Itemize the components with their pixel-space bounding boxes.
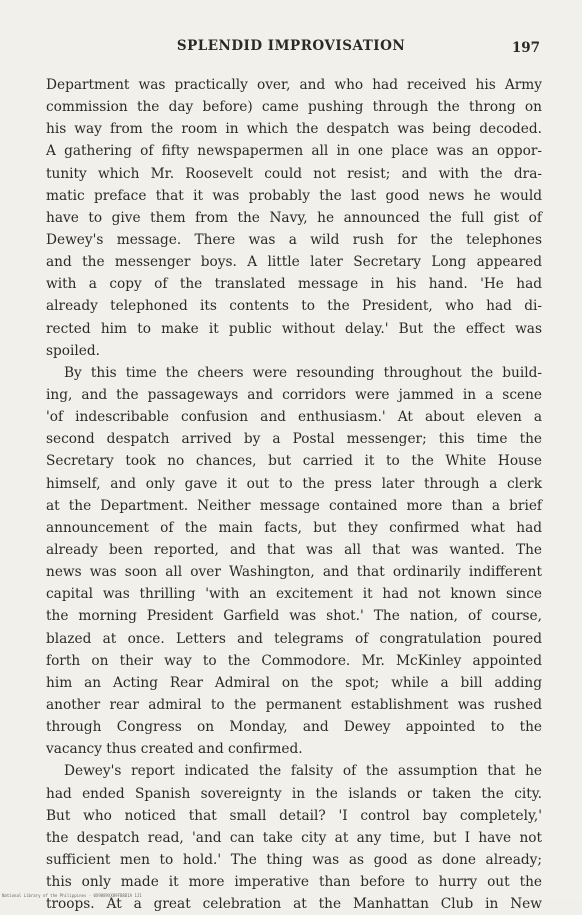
text-line: at the Department. Neither message contained more than a brief bbox=[46, 497, 542, 514]
text-line: sufficient men to hold.' The thing was as good as done already; bbox=[46, 851, 542, 868]
text-line: ing, and the passageways and corridors were jammed in a scene bbox=[46, 386, 542, 403]
text-line: with a copy of the translated message in his hand. 'He had bbox=[46, 276, 542, 293]
text-line: forth on their way to the Commodore. Mr. McKinley appointed bbox=[46, 652, 542, 669]
text-line: through Congress on Monday, and Dewey appointed to the bbox=[46, 719, 542, 736]
text-line: the despatch read, 'and can take city at any time, but I have not bbox=[46, 829, 542, 846]
text-line: matic preface that it was probably the last good news he would bbox=[46, 187, 542, 204]
running-head bbox=[0, 38, 582, 60]
text-line: rected him to make it public without delay.' But the effect was bbox=[46, 320, 542, 337]
text-line: Department was practically over, and who had received his Army bbox=[46, 77, 542, 93]
text-line: already been reported, and that was all that was wanted. The bbox=[46, 541, 542, 558]
library-stamp: National Library of the Philippines · 0X9889XX09FB8D1A 1J1 bbox=[2, 893, 142, 898]
text-line: By this time the cheers were resounding throughout the build- bbox=[64, 364, 542, 381]
text-line: and the messenger boys. A little later Secretary Long appeared bbox=[46, 254, 542, 271]
text-line: have to give them from the Navy, he announced the full gist of bbox=[46, 209, 542, 226]
text-line: this only made it more imperative than before to hurry out the bbox=[46, 874, 542, 891]
text-line: himself, and only gave it out to the press later through a clerk bbox=[46, 475, 542, 492]
text-line: 'of indescribable confusion and enthusiasm.' At about eleven a bbox=[46, 409, 542, 426]
text-line: Secretary took no chances, but carried it to the White House bbox=[46, 453, 542, 470]
page-number: 197 bbox=[511, 40, 540, 56]
text-line: troops. At a great celebration at the Manhattan Club in New bbox=[46, 896, 542, 913]
text-line: news was soon all over Washington, and that ordinarily indifferent bbox=[46, 564, 542, 581]
text-line: had ended Spanish sovereignty in the islands or taken the city. bbox=[46, 785, 542, 802]
text-line: him an Acting Rear Admiral on the spot; while a bill adding bbox=[46, 674, 542, 691]
text-line: the morning President Garfield was shot.' The nation, of course, bbox=[46, 608, 542, 625]
body-text bbox=[46, 74, 542, 915]
text-line: second despatch arrived by a Postal messenger; this time the bbox=[46, 431, 542, 448]
text-line: But who noticed that small detail? 'I control bay completely,' bbox=[46, 807, 542, 824]
text-line: commission the day before) came pushing through the throng on bbox=[46, 99, 542, 116]
text-line: Dewey's message. There was a wild rush for the telephones bbox=[46, 231, 542, 248]
text-line: vacancy thus created and confirmed. bbox=[46, 741, 303, 758]
text-line: A gathering of fifty newspapermen all in one place was an oppor- bbox=[46, 143, 542, 160]
text-line: his way from the room in which the despatch was being decoded. bbox=[46, 121, 542, 138]
text-line: capital was thrilling 'with an excitement it had not known since bbox=[46, 586, 542, 603]
text-line: tunity which Mr. Roosevelt could not resist; and with the dra- bbox=[46, 165, 542, 182]
text-line: spoiled. bbox=[46, 342, 100, 359]
text-line: already telephoned its contents to the President, who had di- bbox=[46, 298, 542, 315]
text-line: announcement of the main facts, but they confirmed what had bbox=[46, 519, 542, 536]
text-line: another rear admiral to the permanent establishment was rushed bbox=[46, 696, 542, 713]
text-line: Dewey's report indicated the falsity of the assumption that he bbox=[64, 763, 542, 780]
text-line: blazed at once. Letters and telegrams of congratulation poured bbox=[46, 630, 542, 647]
running-title: SPLENDID IMPROVISATION bbox=[176, 38, 406, 54]
